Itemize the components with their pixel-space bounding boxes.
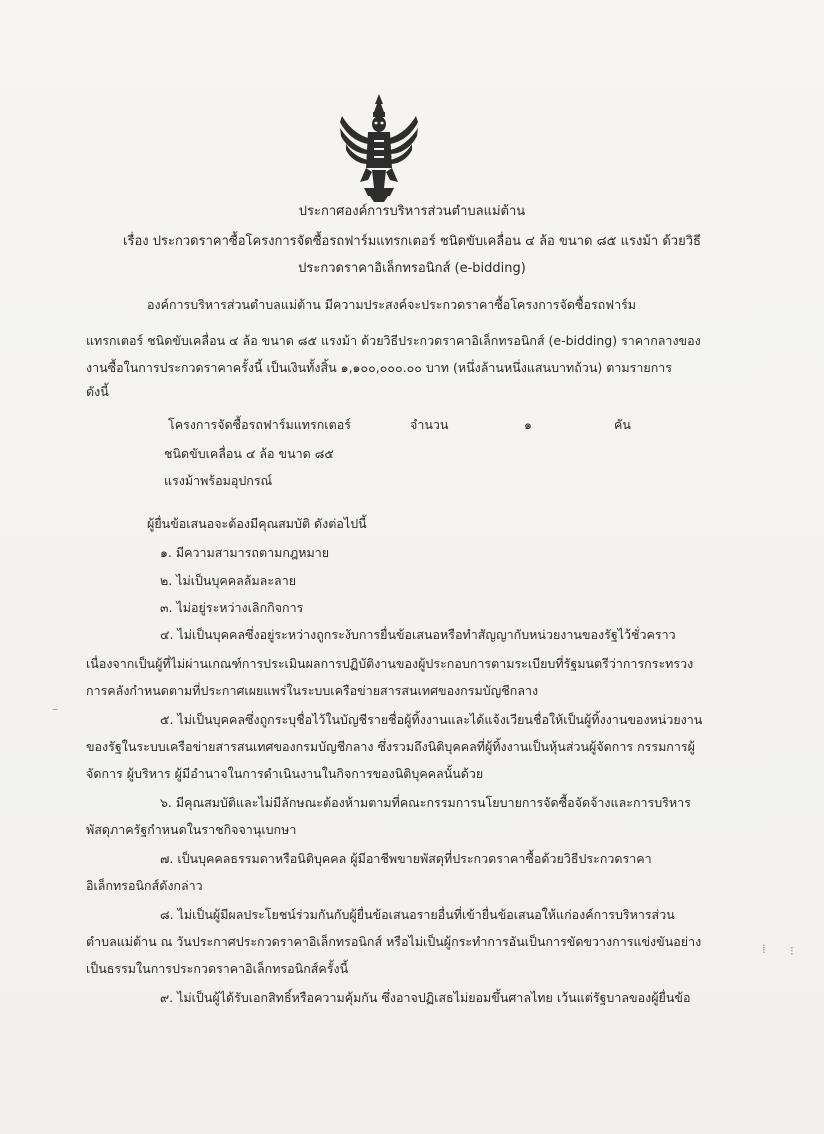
intro-line-1: องค์การบริหารส่วนตำบลแม่ต้าน มีความประสงค์จะประกวดราคาซื้อโครงการจัดซื้อรถฟาร์ม bbox=[147, 297, 637, 312]
qualification-line: ๙. ไม่เป็นผู้ได้รับเอกสิทธิ์หรือความคุ้มกัน ซึ่งอาจปฏิเสธไม่ยอมขึ้นศาลไทย เว้นแต่รัฐบาลของผู้ยื่นข้อ bbox=[160, 990, 691, 1005]
qualification-line: ๘. ไม่เป็นผู้มีผลประโยชน์ร่วมกันกับผู้ยื่นข้อเสนอรายอื่นที่เข้ายื่นข้อเสนอให้แก่องค์การบริหารส่วน bbox=[160, 907, 675, 922]
item-name-line-1: โครงการจัดซื้อรถฟาร์มแทรกเตอร์ bbox=[168, 417, 351, 432]
scan-speck: ⁞ bbox=[762, 942, 766, 956]
item-unit: คัน bbox=[614, 417, 631, 432]
intro-line-3: งานซื้อในการประกวดราคาครั้งนี้ เป็นเงินทั้งสิ้น ๑,๑๐๐,๐๐๐.๐๐ บาท (หนึ่งล้านหนึ่งแสนบาทถ้วน) ตามรายการ bbox=[86, 360, 673, 375]
item-name-line-2: ชนิดขับเคลื่อน ๔ ล้อ ขนาด ๘๕ bbox=[164, 446, 334, 461]
qualification-line: ๗. เป็นบุคคลธรรมดาหรือนิติบุคคล ผู้มีอาชีพขายพัสดุที่ประกวดราคาซื้อด้วยวิธีประกวดราคา bbox=[160, 851, 652, 866]
announcement-org: ประกาศองค์การบริหารส่วนตำบลแม่ต้าน bbox=[298, 204, 526, 219]
item-qty-label: จำนวน bbox=[410, 417, 449, 432]
qualification-line: ๒. ไม่เป็นบุคคลล้มละลาย bbox=[160, 573, 297, 588]
qualification-line: ของรัฐในระบบเครือข่ายสารสนเทศของกรมบัญชีกลาง ซึ่งรวมถึงนิติบุคคลที่ผู้ทิ้งงานเป็นหุ้นส่วนผู้จัดการ กรรมการผู้ bbox=[86, 739, 695, 754]
intro-line-2: แทรกเตอร์ ชนิดขับเคลื่อน ๔ ล้อ ขนาด ๘๕ แรงม้า ด้วยวิธีประกวดราคาอิเล็กทรอนิกส์ (e-bidding) ราคากลางของ bbox=[86, 333, 701, 348]
qualification-line: ๑. มีความสามารถตามกฎหมาย bbox=[160, 545, 330, 560]
scan-speck: – bbox=[52, 702, 58, 716]
scan-speck: ⁝ bbox=[790, 944, 794, 958]
qualifications-heading: ผู้ยื่นข้อเสนอจะต้องมีคุณสมบัติ ดังต่อไปนี้ bbox=[147, 516, 367, 531]
qualification-line: อิเล็กทรอนิกส์ดังกล่าว bbox=[86, 878, 203, 893]
qualification-line: ๔. ไม่เป็นบุคคลซึ่งอยู่ระหว่างถูกระงับการยื่นข้อเสนอหรือทำสัญญากับหน่วยงานของรัฐไว้ชั่วคราว bbox=[160, 627, 676, 642]
qualification-line: เป็นธรรมในการประกวดราคาอิเล็กทรอนิกส์ครั้งนี้ bbox=[86, 961, 349, 976]
garuda-emblem-icon bbox=[338, 92, 420, 204]
qualification-line: การคลังกำหนดตามที่ประกาศเผยแพร่ในระบบเครือข่ายสารสนเทศของกรมบัญชีกลาง bbox=[86, 683, 539, 698]
qualification-line: เนื่องจากเป็นผู้ที่ไม่ผ่านเกณฑ์การประเมินผลการปฏิบัติงานของผู้ประกอบการตามระเบียบที่รัฐมนตรีว่าการกระทรวง bbox=[86, 656, 694, 671]
qualification-line: จัดการ ผู้บริหาร ผู้มีอำนาจในการดำเนินงานในกิจการของนิติบุคคลนั้นด้วย bbox=[86, 766, 484, 781]
item-name-line-3: แรงม้าพร้อมอุปกรณ์ bbox=[164, 473, 273, 488]
announcement-subject-line-1: เรื่อง ประกวดราคาซื้อโครงการจัดซื้อรถฟาร์มแทรกเตอร์ ชนิดขับเคลื่อน ๔ ล้อ ขนาด ๘๕ แรงม้า ด้วยวิธี bbox=[123, 234, 701, 249]
qualification-line: ตำบลแม่ต้าน ณ วันประกาศประกวดราคาอิเล็กทรอนิกส์ หรือไม่เป็นผู้กระทำการอันเป็นการขัดขวางการแข่งขันอย่าง bbox=[86, 934, 702, 949]
item-qty: ๑ bbox=[524, 417, 532, 432]
announcement-subject-line-2: ประกวดราคาอิเล็กทรอนิกส์ (e-bidding) bbox=[298, 261, 526, 276]
qualification-line: ๓. ไม่อยู่ระหว่างเลิกกิจการ bbox=[160, 600, 304, 615]
qualification-line: ๖. มีคุณสมบัติและไม่มีลักษณะต้องห้ามตามที่คณะกรรมการนโยบายการจัดซื้อจัดจ้างและการบริหาร bbox=[160, 795, 691, 810]
qualification-line: ๕. ไม่เป็นบุคคลซึ่งถูกระบุชื่อไว้ในบัญชีรายชื่อผู้ทิ้งงานและได้แจ้งเวียนชื่อให้เป็นผู้ทิ้งงานของหน่วยงาน bbox=[160, 712, 703, 727]
qualification-line: พัสดุภาครัฐกำหนดในราชกิจจานุเบกษา bbox=[86, 822, 297, 837]
intro-line-4: ดังนี้ bbox=[86, 384, 109, 399]
